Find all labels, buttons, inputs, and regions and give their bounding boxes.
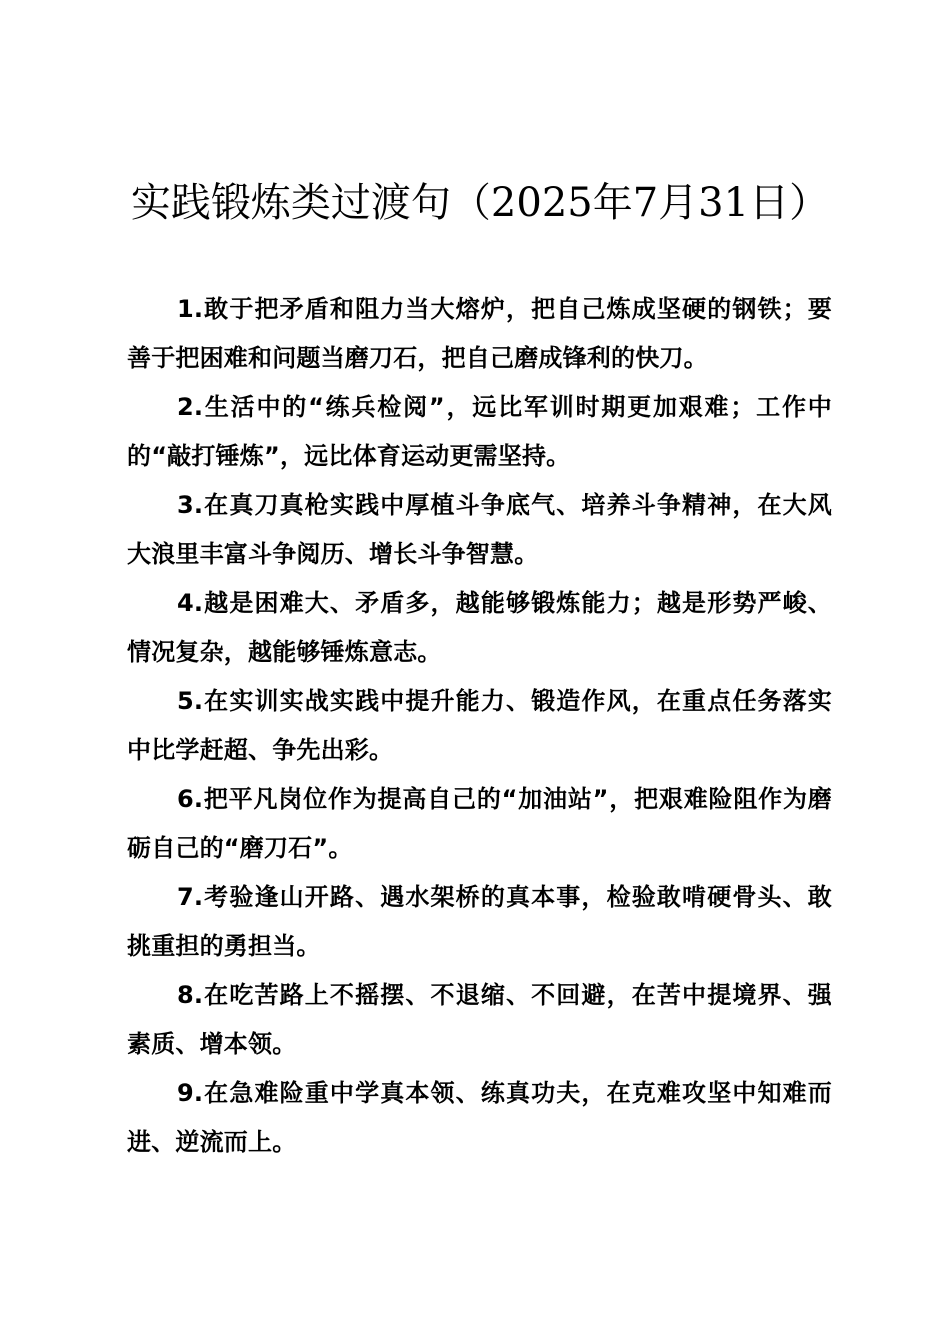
document-title: 实践锻炼类过渡句（2025年7月31日） <box>130 180 830 226</box>
list-item: 3.在真刀真枪实践中厚植斗争底气、培养斗争精神，在大风大浪里丰富斗争阅历、增长斗争智慧。 <box>127 491 832 568</box>
list-item: 1.敢于把矛盾和阻力当大熔炉，把自己炼成坚硬的钢铁；要善于把困难和问题当磨刀石，把自己磨成锋利的快刀。 <box>127 295 832 372</box>
list-item: 9.在急难险重中学真本领、练真功夫，在克难攻坚中知难而进、逆流而上。 <box>127 1079 832 1156</box>
list-item: 7.考验逢山开路、遇水架桥的真本事，检验敢啃硬骨头、敢挑重担的勇担当。 <box>127 883 832 960</box>
list-item: 6.把平凡岗位作为提高自己的“加油站”，把艰难险阻作为磨砺自己的“磨刀石”。 <box>127 785 832 862</box>
list-item: 4.越是困难大、矛盾多，越能够锻炼能力；越是形势严峻、情况复杂，越能够锤炼意志。 <box>127 589 832 666</box>
transition-sentence-list <box>127 285 832 1167</box>
list-item: 2.生活中的“练兵检阅”，远比军训时期更加艰难；工作中的“敲打锤炼”，远比体育运动更需坚持。 <box>127 393 832 470</box>
list-item: 8.在吃苦路上不摇摆、不退缩、不回避，在苦中提境界、强素质、增本领。 <box>127 981 832 1058</box>
list-item: 5.在实训实战实践中提升能力、锻造作风，在重点任务落实中比学赶超、争先出彩。 <box>127 687 832 764</box>
